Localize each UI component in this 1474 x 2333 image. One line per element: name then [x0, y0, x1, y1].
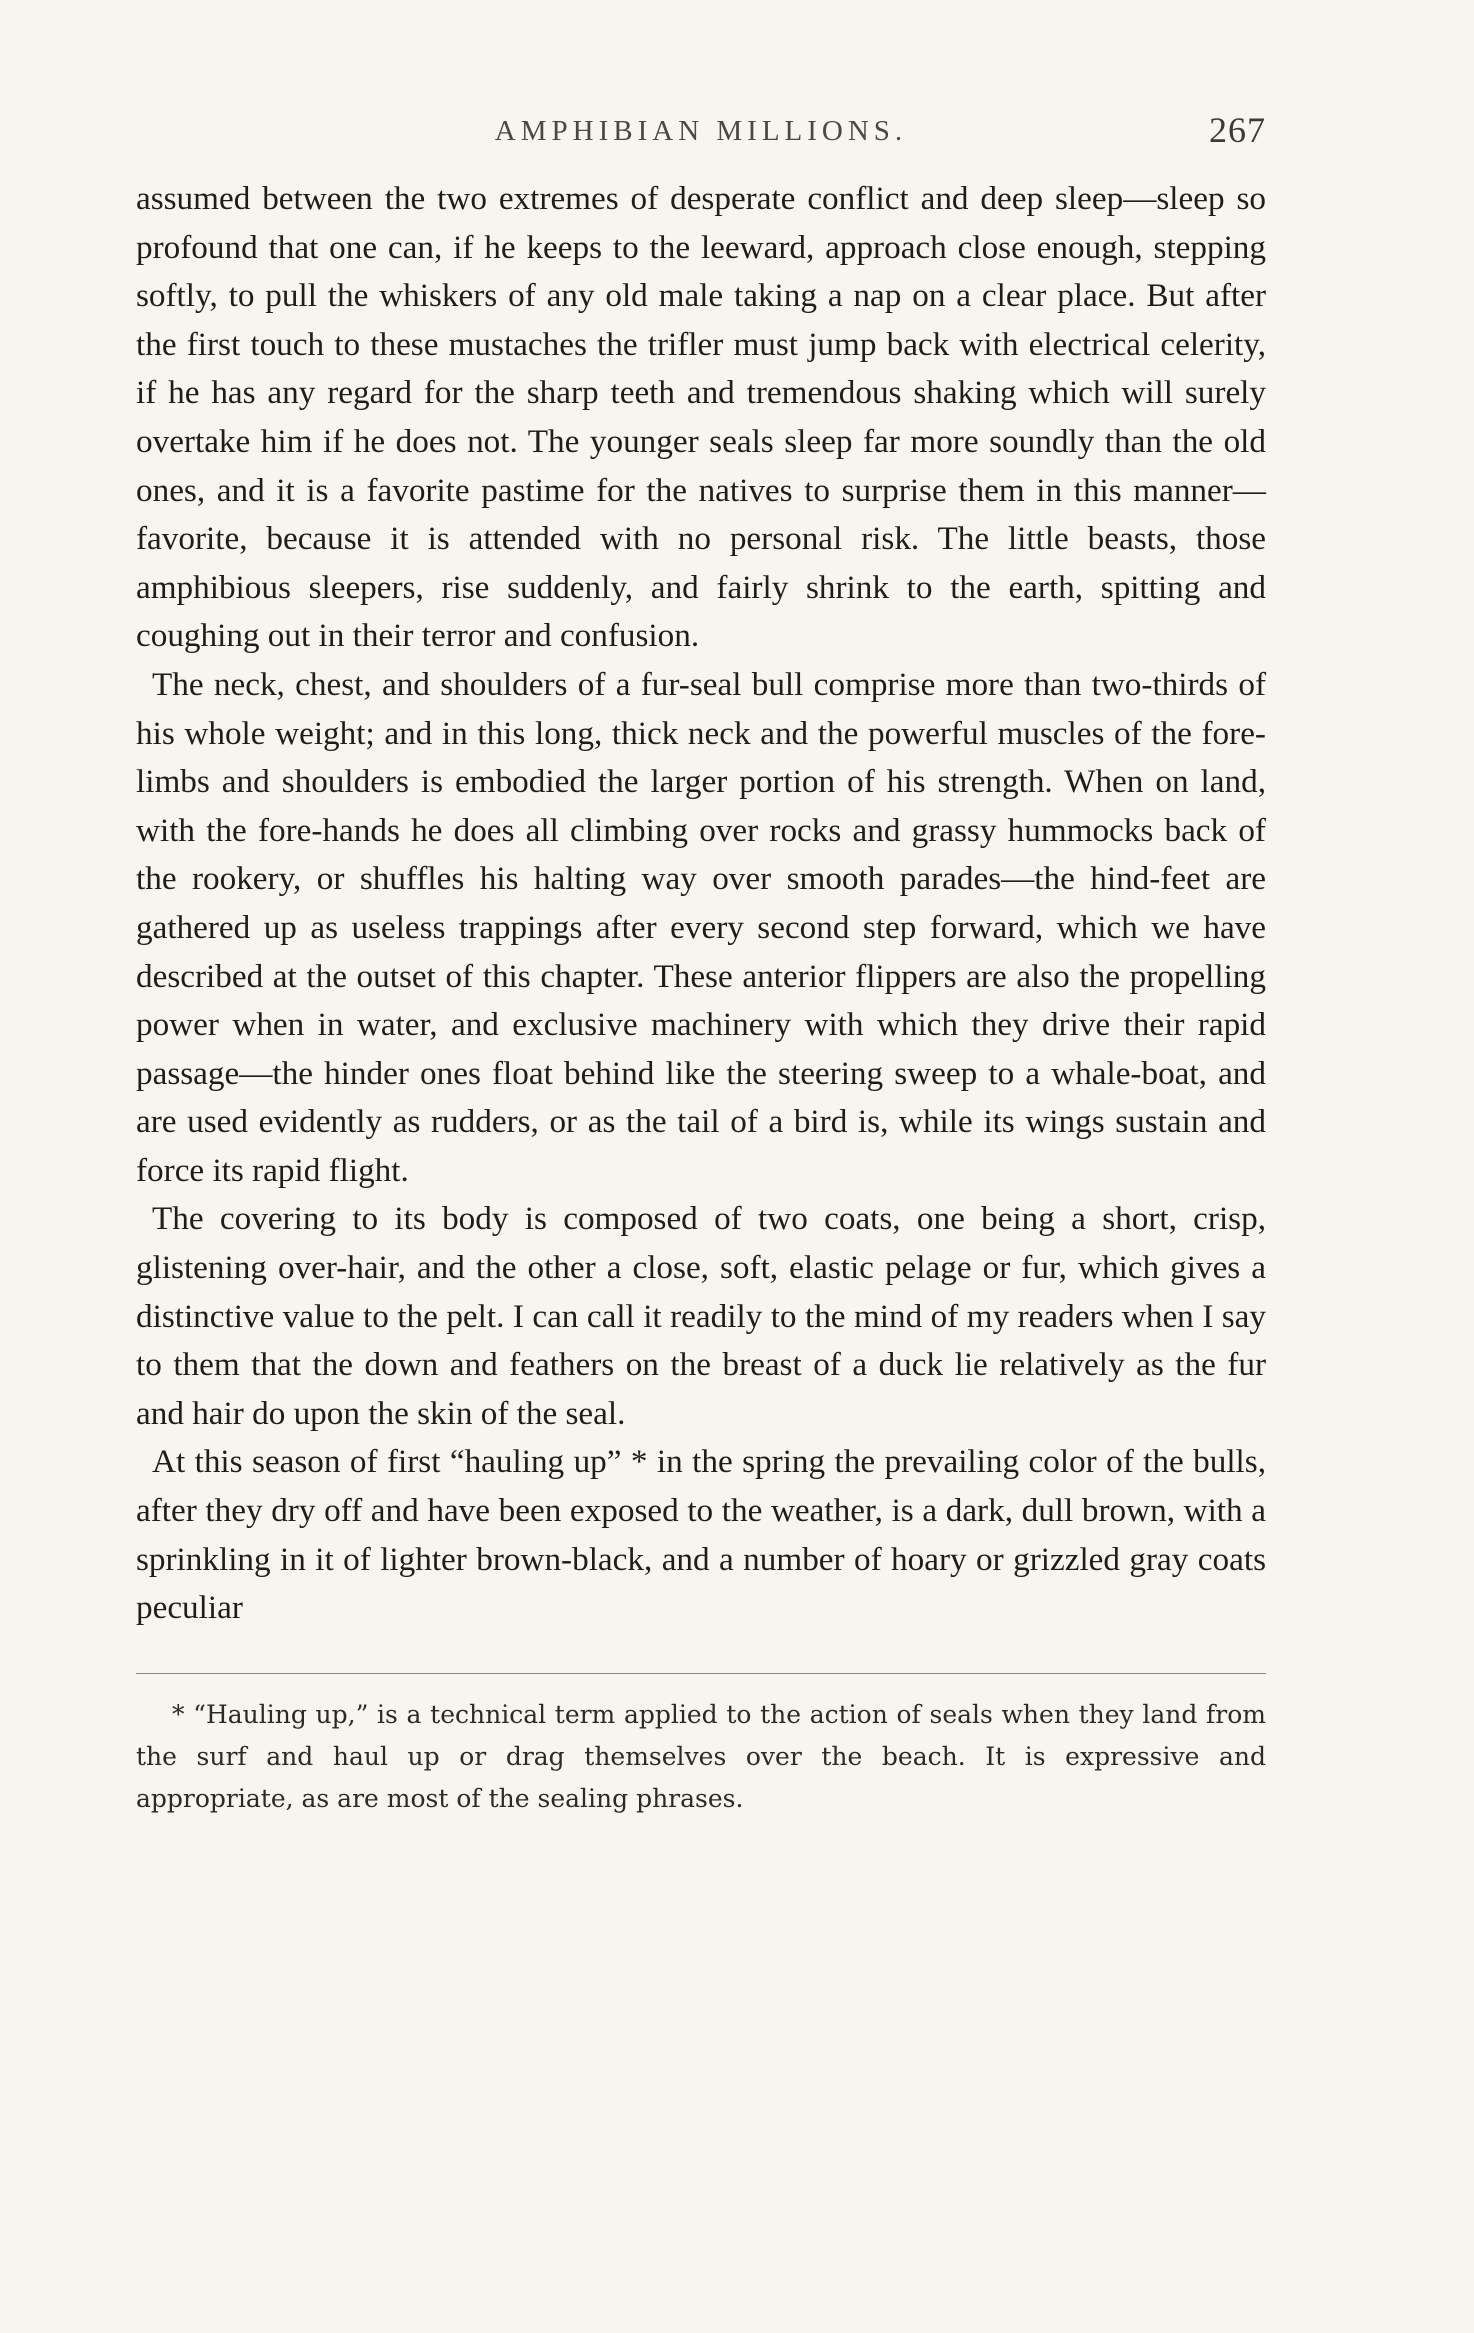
paragraph-1: assumed between the two extremes of desperate conflict and deep sleep—sleep so profound that one can, if he keeps to the leeward, approach close enough, stepping softly, to pull the whiskers of any old male taking a nap on a clear place. But after the first touch to these mustaches the trifler must jump back with electrical celerity, if he has any regard for the sharp teeth and tremendous shaking which will surely overtake him if he does not. The younger seals sleep far more soundly than the old ones, and it is a favorite pastime for the natives to surprise them in this manner—favorite, because it is attended with no personal risk. The little beasts, those amphibious sleepers, rise suddenly, and fairly shrink to the earth, spitting and coughing out in their terror and confusion. [136, 180, 1266, 655]
paragraph-3: The covering to its body is composed of two coats, one being a short, crisp, glistening over-hair, and the other a close, soft, elastic pelage or fur, which gives a distinctive value to the pelt. I can call it readily to the mind of my readers when I say to them that the down and feathers on the breast of a duck lie relatively as the fur and hair do upon the skin of the seal. [136, 1200, 1266, 1432]
footnote: * “Hauling up,” is a technical term applied to the action of seals when they land from the surf and haul up or drag themselves over the beach. It is expressive and appropriate, as are most of the sealing phrases. [136, 1699, 1266, 1813]
running-head [136, 105, 1266, 175]
book-page [136, 105, 1266, 1820]
page-number: 267 [1209, 110, 1266, 150]
running-title: AMPHIBIAN MILLIONS. [494, 115, 908, 147]
paragraph-2: The neck, chest, and shoulders of a fur-seal bull comprise more than two-thirds of his whole weight; and in this long, thick neck and the powerful muscles of the fore-limbs and shoulders is embodied the larger portion of his strength. When on land, with the fore-hands he does all climbing over rocks and grassy hummocks back of the rookery, or shuffles his halting way over smooth parades—the hind-feet are gathered up as useless trappings after every second step forward, which we have described at the outset of this chapter. These anterior flippers are also the propelling power when in water, and exclusive machinery with which they drive their rapid passage—the hinder ones float behind like the steering sweep to a whale-boat, and are used evidently as rudders, or as the tail of a bird is, while its wings sustain and force its rapid flight. [136, 665, 1266, 1189]
paragraph-4: At this season of first “hauling up” * in the spring the prevailing color of the bulls, after they dry off and have been exposed to the weather, is a dark, dull brown, with a sprinkling in it of lighter brown-black, and a number of hoary or grizzled gray coats peculiar [136, 1443, 1266, 1627]
footnote-divider [136, 1673, 1266, 1674]
body-text [136, 175, 1266, 1633]
